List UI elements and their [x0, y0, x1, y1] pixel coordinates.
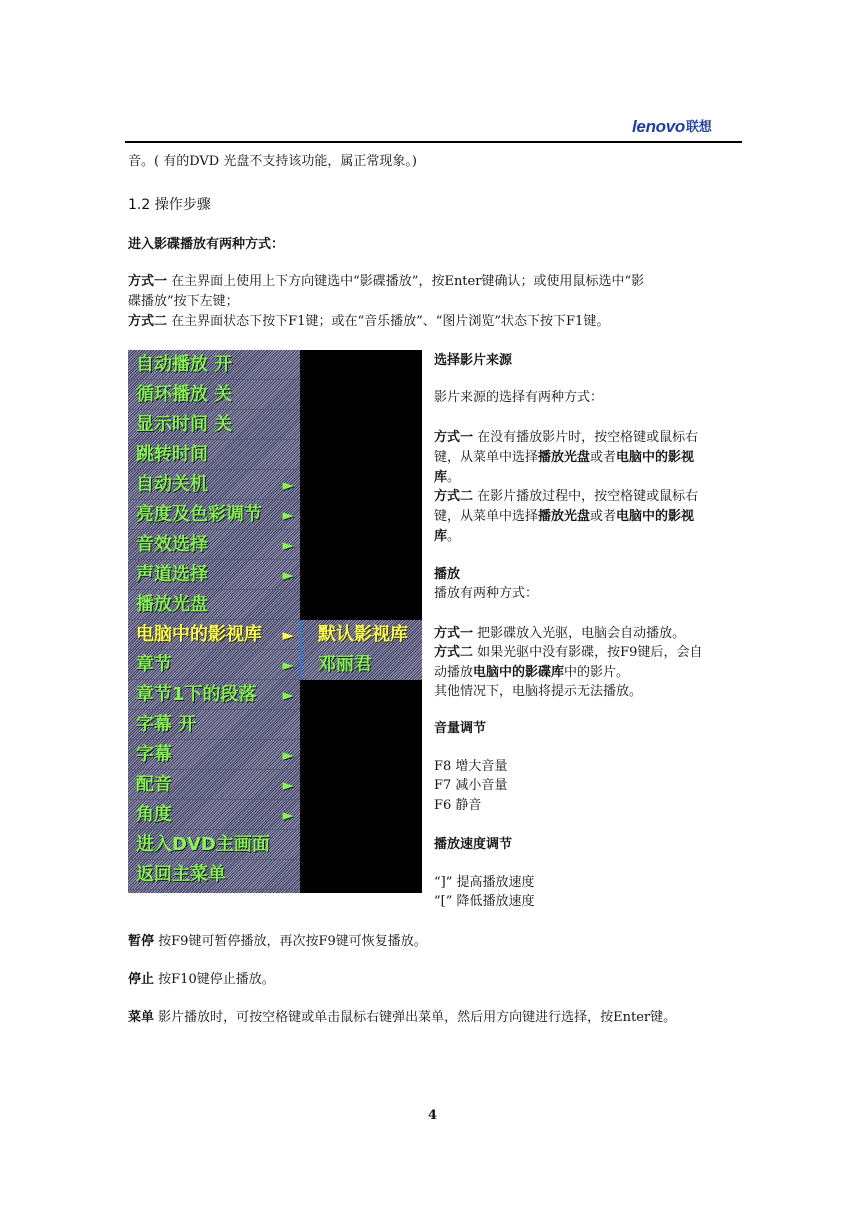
src1-a: 在没有播放影片时，按空格键或鼠标右	[477, 430, 699, 445]
intro-line: 音。( 有的DVD 光盘不支持该功能，属正常现象。)	[128, 154, 417, 169]
menu-item[interactable]	[128, 620, 300, 650]
src2-c: 库	[434, 529, 448, 544]
menu-item-label: 跳转时间	[136, 444, 208, 465]
menu-item-label: 章节	[136, 654, 172, 675]
menu-item-label: 自动播放 开	[136, 354, 233, 375]
menu-item[interactable]	[128, 710, 300, 740]
src2-a: 在影片播放过程中，按空格键或鼠标右	[477, 489, 699, 504]
src1-b1: 键，从菜单中选择	[434, 450, 539, 465]
src1-c-end: 。	[447, 470, 461, 485]
src2-line2	[434, 507, 694, 527]
pause-line	[128, 932, 427, 952]
play-other: 其他情况下，电脑将提示无法播放。	[434, 684, 643, 699]
play2-label: 方式二	[434, 645, 474, 660]
menu-item-label: 亮度及色彩调节	[136, 504, 262, 525]
submenu-arrow-icon: ►	[282, 686, 294, 704]
menu-item[interactable]	[128, 410, 300, 440]
src1-b4: 电脑中的影视	[616, 450, 695, 465]
menu-item[interactable]	[128, 860, 300, 890]
method1-line1	[128, 272, 644, 292]
play1-label: 方式一	[434, 626, 474, 641]
src1-c: 库	[434, 470, 448, 485]
method1-label: 方式一	[128, 274, 168, 289]
src2-b3: 或者	[590, 509, 617, 524]
menu-item-label: 循环播放 关	[136, 384, 233, 405]
entry-title: 进入影碟播放有两种方式：	[128, 237, 285, 252]
stop-text: 按F10键停止播放。	[158, 972, 275, 987]
source-intro: 影片来源的选择有两种方式：	[434, 390, 604, 405]
menu-item[interactable]	[128, 560, 300, 590]
src1-label: 方式一	[434, 430, 474, 445]
stop-label: 停止	[128, 972, 155, 987]
method2-line	[128, 312, 609, 332]
play-title: 播放	[434, 567, 461, 582]
stop-line	[128, 970, 275, 990]
src1-b2: 播放光盘	[538, 450, 591, 465]
src2-line3	[434, 527, 460, 547]
player-menu-screenshot	[128, 350, 422, 893]
submenu-panel	[300, 620, 422, 680]
menu-item-label: 进入DVD主画面	[136, 834, 270, 855]
play2-line2	[434, 663, 629, 683]
menu-item[interactable]	[128, 800, 300, 830]
logo-cn: 联想	[686, 119, 712, 134]
src2-line1	[434, 487, 698, 507]
speed-up: “]” 提高播放速度	[434, 875, 535, 890]
vol-f6: F6 静音	[434, 798, 482, 813]
play2-a: 如果光驱中没有影碟，按F9键后，会自	[477, 645, 703, 660]
submenu-arrow-icon: ►	[282, 806, 294, 824]
page-number: 4	[428, 1108, 438, 1123]
speed-title: 播放速度调节	[434, 837, 513, 852]
main-menu-column	[128, 350, 300, 893]
lenovo-logo	[632, 116, 711, 136]
src2-b4: 电脑中的影视	[616, 509, 695, 524]
menu-item-label: 配音	[136, 774, 172, 795]
src1-line2	[434, 448, 694, 468]
menu-item[interactable]	[128, 740, 300, 770]
menu-item[interactable]	[128, 830, 300, 860]
submenu-arrow-icon: ►	[282, 536, 294, 554]
submenu-item[interactable]: 邓丽君	[318, 654, 372, 675]
source-title: 选择影片来源	[434, 353, 513, 368]
menu-item-label: 显示时间 关	[136, 414, 233, 435]
menu-item[interactable]	[128, 680, 300, 710]
menu-item[interactable]	[128, 380, 300, 410]
menu-item-label: 字幕	[136, 744, 172, 765]
play2-b1: 动播放	[434, 665, 474, 680]
vol-f8: F8 增大音量	[434, 759, 508, 774]
play2-line1	[434, 643, 702, 663]
menu-item-label: 字幕 开	[136, 714, 197, 735]
src2-c-end: 。	[447, 529, 461, 544]
submenu-arrow-icon: ►	[282, 626, 294, 644]
method2-label: 方式二	[128, 314, 168, 329]
src1-line3	[434, 468, 460, 488]
menu-item-label: 自动关机	[136, 474, 208, 495]
menu-item[interactable]	[128, 590, 300, 620]
play1-text: 把影碟放入光驱，电脑会自动播放。	[477, 626, 686, 641]
menu-note-text: 影片播放时，可按空格键或单击鼠标右键弹出菜单，然后用方向键进行选择，按Enter键。	[158, 1010, 677, 1025]
submenu-arrow-icon: ►	[282, 476, 294, 494]
speed-down: “[” 降低播放速度	[434, 894, 535, 909]
menu-item-label: 章节1下的段落	[136, 684, 257, 705]
menu-item-label: 返回主菜单	[136, 864, 226, 885]
src2-b1: 键，从菜单中选择	[434, 509, 539, 524]
menu-item-label: 电脑中的影视库	[136, 624, 262, 645]
method2-text: 在主界面状态下按下F1键；或在“音乐播放”、“图片浏览”状态下按下F1键。	[171, 314, 610, 329]
play1-line	[434, 624, 685, 644]
submenu-arrow-icon: ►	[282, 506, 294, 524]
menu-item-label: 声道选择	[136, 564, 208, 585]
menu-item-label: 播放光盘	[136, 594, 208, 615]
section-heading: 1.2 操作步骤	[128, 197, 211, 213]
src1-line1	[434, 428, 698, 448]
play-intro: 播放有两种方式：	[434, 586, 539, 601]
menu-item-label: 角度	[136, 804, 172, 825]
menu-item[interactable]	[128, 500, 300, 530]
submenu-arrow-icon: ►	[282, 776, 294, 794]
src2-b2: 播放光盘	[538, 509, 591, 524]
submenu-item[interactable]: 默认影视库	[318, 624, 408, 645]
submenu-arrow-icon: ►	[282, 566, 294, 584]
pause-text: 按F9键可暂停播放，再次按F9键可恢复播放。	[158, 934, 427, 949]
submenu-arrow-icon: ►	[282, 746, 294, 764]
play2-b2: 电脑中的影碟库	[473, 665, 565, 680]
submenu-arrow-icon: ►	[282, 656, 294, 674]
menu-item[interactable]	[128, 770, 300, 800]
menu-item[interactable]	[128, 440, 300, 470]
menu-note-label: 菜单	[128, 1010, 155, 1025]
src1-b3: 或者	[590, 450, 617, 465]
src2-label: 方式二	[434, 489, 474, 504]
vol-f7: F7 减小音量	[434, 778, 508, 793]
header-rule	[125, 141, 742, 143]
menu-item[interactable]	[128, 350, 300, 380]
method1-line2: 碟播放”按下左键；	[128, 294, 239, 309]
logo-en: lenovo	[632, 117, 685, 136]
menu-note-line	[128, 1008, 676, 1028]
menu-item[interactable]	[128, 530, 300, 560]
menu-item-label: 音效选择	[136, 534, 208, 555]
method1-text: 在主界面上使用上下方向键选中“影碟播放”，按Enter键确认；或使用鼠标选中“影	[171, 274, 645, 289]
pause-label: 暂停	[128, 934, 155, 949]
menu-item[interactable]	[128, 470, 300, 500]
play2-b3: 中的影片。	[564, 665, 630, 680]
volume-title: 音量调节	[434, 721, 487, 736]
menu-item[interactable]	[128, 650, 300, 680]
